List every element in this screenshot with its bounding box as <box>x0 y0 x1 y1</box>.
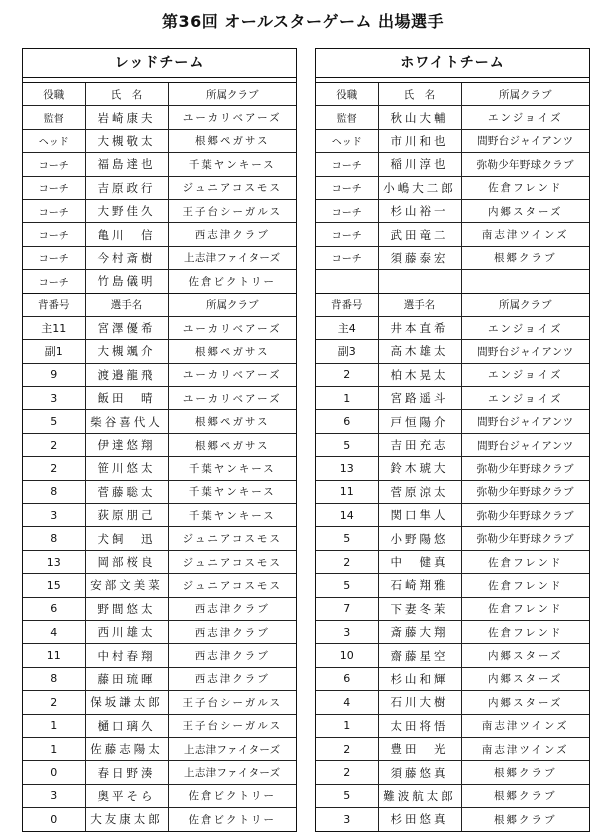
player-club: 根郷クラブ <box>461 784 589 807</box>
column-header: 選手名 <box>378 294 461 317</box>
staff-name: 武田竜二 <box>378 223 461 246</box>
player-club: ジュニアコスモス <box>168 527 296 550</box>
column-header: 選手名 <box>85 294 168 317</box>
player-name: 菅藤聡太 <box>85 480 168 503</box>
staff-name: 岩崎康夫 <box>85 106 168 129</box>
player-number: 6 <box>316 667 378 690</box>
player-club: 南志津ツインズ <box>461 714 589 737</box>
table-row <box>23 480 296 503</box>
player-club: 南志津ツインズ <box>461 737 589 760</box>
table-row <box>316 340 589 363</box>
table-row <box>316 504 589 527</box>
table-row <box>23 784 296 807</box>
player-number: 3 <box>316 808 378 831</box>
player-name: 鈴木琥大 <box>378 457 461 480</box>
player-name: 渡邉龍飛 <box>85 363 168 386</box>
column-header: 所属クラブ <box>461 294 589 317</box>
staff-name: 吉原政行 <box>85 176 168 199</box>
column-header: 所属クラブ <box>168 294 296 317</box>
player-number: 1 <box>23 714 85 737</box>
player-name: 宮路遥斗 <box>378 387 461 410</box>
player-club: ジュニアコスモス <box>168 574 296 597</box>
staff-name: 大野佳久 <box>85 199 168 222</box>
player-club: 佐倉フレンド <box>461 620 589 643</box>
player-number: 8 <box>23 480 85 503</box>
staff-role: コーチ <box>316 176 378 199</box>
player-name: 笹川悠太 <box>85 457 168 480</box>
staff-club: 千葉ヤンキース <box>168 153 296 176</box>
staff-role: コーチ <box>23 246 85 269</box>
player-name: 春日野湊 <box>85 761 168 784</box>
table-row <box>23 644 296 667</box>
table-row <box>23 270 296 293</box>
table-row <box>316 316 589 339</box>
player-club: 根郷ペガサス <box>168 340 296 363</box>
player-number: 5 <box>316 784 378 807</box>
staff-role <box>316 270 378 293</box>
table-row <box>23 457 296 480</box>
staff-role: コーチ <box>316 246 378 269</box>
player-name: 大友康太郎 <box>85 808 168 831</box>
player-number: 1 <box>316 714 378 737</box>
player-club: ジュニアコスモス <box>168 550 296 573</box>
table-header-row <box>23 83 296 106</box>
table-row <box>23 129 296 152</box>
table-row <box>316 761 589 784</box>
table-row <box>23 574 296 597</box>
staff-club: 佐倉ビクトリー <box>168 270 296 293</box>
staff-role: ヘッド <box>316 129 378 152</box>
staff-name: 竹島儀明 <box>85 270 168 293</box>
player-club: 佐倉フレンド <box>461 574 589 597</box>
player-club: エンジョイズ <box>461 363 589 386</box>
staff-name: 須藤泰宏 <box>378 246 461 269</box>
player-club: 上志津ファイターズ <box>168 761 296 784</box>
player-club: 佐倉フレンド <box>461 597 589 620</box>
table-row <box>316 410 589 433</box>
player-name: 野間悠太 <box>85 597 168 620</box>
player-name: 太田将悟 <box>378 714 461 737</box>
table-row <box>23 667 296 690</box>
player-number: 0 <box>23 761 85 784</box>
player-number: 8 <box>23 667 85 690</box>
player-club: 千葉ヤンキース <box>168 504 296 527</box>
table-row <box>23 714 296 737</box>
player-club: 根郷ペガサス <box>168 410 296 433</box>
player-name: 荻原朋己 <box>85 504 168 527</box>
player-name: 中村春翔 <box>85 644 168 667</box>
player-number: 5 <box>316 433 378 456</box>
staff-role: コーチ <box>23 153 85 176</box>
player-number: 7 <box>316 597 378 620</box>
table-row <box>23 363 296 386</box>
table-row <box>23 410 296 433</box>
player-club: エンジョイズ <box>461 316 589 339</box>
table-row <box>23 433 296 456</box>
staff-club: 弥勒少年野球クラブ <box>461 153 589 176</box>
table-header-row <box>316 83 589 106</box>
table-row <box>23 761 296 784</box>
staff-club: 上志津ファイターズ <box>168 246 296 269</box>
staff-role: コーチ <box>23 199 85 222</box>
player-name: 関口隼人 <box>378 504 461 527</box>
table-row <box>23 176 296 199</box>
page-title: 第36回 オールスターゲーム 出場選手 <box>161 12 445 31</box>
player-number: 11 <box>23 644 85 667</box>
player-club: 西志津クラブ <box>168 620 296 643</box>
player-club: 佐倉ビクトリー <box>168 784 296 807</box>
player-club: ユーカリベアーズ <box>168 363 296 386</box>
player-club: 王子台シーガルス <box>168 714 296 737</box>
player-club: 内郷スターズ <box>461 644 589 667</box>
player-name: 斎藤大翔 <box>378 620 461 643</box>
player-name: 奥平そら <box>85 784 168 807</box>
table-row <box>316 550 589 573</box>
staff-name: 福島達也 <box>85 153 168 176</box>
staff-club: 根郷ペガサス <box>168 129 296 152</box>
player-club: 西志津クラブ <box>168 644 296 667</box>
table-row <box>23 737 296 760</box>
player-name: 大槻颯介 <box>85 340 168 363</box>
player-name: 柴谷喜代人 <box>85 410 168 433</box>
player-club: ユーカリベアーズ <box>168 387 296 410</box>
player-number: 10 <box>316 644 378 667</box>
staff-club: ジュニアコスモス <box>168 176 296 199</box>
player-club: 王子台シーガルス <box>168 691 296 714</box>
staff-table <box>316 83 589 294</box>
table-row <box>316 737 589 760</box>
table-row <box>23 550 296 573</box>
players-table <box>23 294 296 831</box>
table-row <box>316 808 589 831</box>
player-number: 2 <box>316 761 378 784</box>
players-table <box>316 294 589 831</box>
staff-role: コーチ <box>316 153 378 176</box>
staff-name: 秋山大輔 <box>378 106 461 129</box>
player-name: 柏木晃太 <box>378 363 461 386</box>
table-row <box>316 176 589 199</box>
table-row <box>23 387 296 410</box>
player-name: 飯田 晴 <box>85 387 168 410</box>
player-number: 9 <box>23 363 85 386</box>
player-number: 主11 <box>23 316 85 339</box>
staff-club: ユーカリベアーズ <box>168 106 296 129</box>
player-name: 杉山和輝 <box>378 667 461 690</box>
column-header: 所属クラブ <box>168 83 296 106</box>
table-row <box>316 387 589 410</box>
table-row <box>23 199 296 222</box>
table-row <box>316 457 589 480</box>
player-club: 内郷スターズ <box>461 667 589 690</box>
table-row <box>316 620 589 643</box>
table-row <box>23 620 296 643</box>
player-number: 2 <box>316 363 378 386</box>
player-name: 難波航太郎 <box>378 784 461 807</box>
table-header-row <box>23 294 296 317</box>
player-club: 西志津クラブ <box>168 667 296 690</box>
staff-name <box>378 270 461 293</box>
player-name: 井本直希 <box>378 316 461 339</box>
player-name: 須藤悠真 <box>378 761 461 784</box>
player-club: 弥勒少年野球クラブ <box>461 457 589 480</box>
player-club: 根郷クラブ <box>461 808 589 831</box>
table-row <box>316 153 589 176</box>
staff-club: 佐倉フレンド <box>461 176 589 199</box>
player-number: 0 <box>23 808 85 831</box>
table-header-row <box>316 294 589 317</box>
player-number: 8 <box>23 527 85 550</box>
player-name: 齋藤星空 <box>378 644 461 667</box>
table-row <box>316 480 589 503</box>
player-name: 伊達悠翔 <box>85 433 168 456</box>
staff-club: 西志津クラブ <box>168 223 296 246</box>
player-number: 5 <box>23 410 85 433</box>
player-name: 石川大樹 <box>378 691 461 714</box>
player-number: 2 <box>23 691 85 714</box>
staff-name: 市川和也 <box>378 129 461 152</box>
table-row <box>23 808 296 831</box>
staff-club: 間野台ジャイアンツ <box>461 129 589 152</box>
table-row <box>316 363 589 386</box>
column-header: 氏 名 <box>85 83 168 106</box>
player-club: 弥勒少年野球クラブ <box>461 527 589 550</box>
player-name: 杉田悠真 <box>378 808 461 831</box>
staff-club: 王子台シーガルス <box>168 199 296 222</box>
table-row <box>316 527 589 550</box>
staff-role: 監督 <box>23 106 85 129</box>
player-number: 2 <box>316 550 378 573</box>
table-row <box>316 784 589 807</box>
staff-name: 亀川 信 <box>85 223 168 246</box>
column-header: 背番号 <box>23 294 85 317</box>
staff-role: コーチ <box>316 223 378 246</box>
player-number: 5 <box>316 527 378 550</box>
player-number: 11 <box>316 480 378 503</box>
player-name: 高木雄太 <box>378 340 461 363</box>
table-row <box>316 574 589 597</box>
player-number: 2 <box>23 433 85 456</box>
player-number: 13 <box>23 550 85 573</box>
player-number: 6 <box>316 410 378 433</box>
player-number: 主4 <box>316 316 378 339</box>
table-row <box>23 527 296 550</box>
player-name: 西川雄太 <box>85 620 168 643</box>
player-number: 14 <box>316 504 378 527</box>
staff-name: 小嶋大二郎 <box>378 176 461 199</box>
player-club: 上志津ファイターズ <box>168 737 296 760</box>
player-club: 千葉ヤンキース <box>168 457 296 480</box>
player-name: 石崎翔雅 <box>378 574 461 597</box>
player-club: 西志津クラブ <box>168 597 296 620</box>
player-name: 吉田充志 <box>378 433 461 456</box>
staff-table <box>23 83 296 294</box>
player-club: ユーカリベアーズ <box>168 316 296 339</box>
player-name: 下妻冬茉 <box>378 597 461 620</box>
table-row <box>316 246 589 269</box>
team-name: ホワイトチーム <box>316 49 589 78</box>
staff-role: 監督 <box>316 106 378 129</box>
column-header: 背番号 <box>316 294 378 317</box>
staff-name: 杉山裕一 <box>378 199 461 222</box>
staff-role: コーチ <box>23 223 85 246</box>
player-name: 樋口璃久 <box>85 714 168 737</box>
staff-club <box>461 270 589 293</box>
player-number: 4 <box>23 620 85 643</box>
player-club: エンジョイズ <box>461 387 589 410</box>
table-row <box>316 129 589 152</box>
player-club: 間野台ジャイアンツ <box>461 433 589 456</box>
staff-club: エンジョイズ <box>461 106 589 129</box>
player-number: 3 <box>23 387 85 410</box>
player-number: 6 <box>23 597 85 620</box>
table-row <box>316 199 589 222</box>
table-row <box>316 597 589 620</box>
player-number: 2 <box>23 457 85 480</box>
column-header: 所属クラブ <box>461 83 589 106</box>
table-row <box>316 667 589 690</box>
staff-name: 今村斎樹 <box>85 246 168 269</box>
player-name: 岡部桜良 <box>85 550 168 573</box>
table-row <box>316 106 589 129</box>
staff-name: 大槻敬太 <box>85 129 168 152</box>
player-name: 中 健真 <box>378 550 461 573</box>
player-number: 2 <box>316 737 378 760</box>
table-row <box>316 433 589 456</box>
table-row <box>316 223 589 246</box>
column-header: 氏 名 <box>378 83 461 106</box>
player-name: 佐藤志陽太 <box>85 737 168 760</box>
red-team-roster <box>22 48 297 832</box>
player-name: 戸恒陽介 <box>378 410 461 433</box>
player-name: 小野陽悠 <box>378 527 461 550</box>
staff-club: 南志津ツインズ <box>461 223 589 246</box>
player-club: 根郷ペガサス <box>168 433 296 456</box>
player-club: 間野台ジャイアンツ <box>461 410 589 433</box>
player-name: 保坂謙太郎 <box>85 691 168 714</box>
table-row <box>23 246 296 269</box>
table-row <box>23 691 296 714</box>
table-row <box>23 223 296 246</box>
column-header: 役職 <box>316 83 378 106</box>
player-name: 宮澤優希 <box>85 316 168 339</box>
staff-name: 稲川淳也 <box>378 153 461 176</box>
table-row <box>316 270 589 293</box>
table-row <box>316 691 589 714</box>
white-team-roster <box>315 48 590 832</box>
player-number: 3 <box>23 784 85 807</box>
player-name: 犬飼 迅 <box>85 527 168 550</box>
player-number: 副3 <box>316 340 378 363</box>
player-number: 1 <box>316 387 378 410</box>
table-row <box>23 504 296 527</box>
team-name: レッドチーム <box>23 49 296 78</box>
player-number: 1 <box>23 737 85 760</box>
staff-club: 根郷クラブ <box>461 246 589 269</box>
player-number: 3 <box>316 620 378 643</box>
table-row <box>316 714 589 737</box>
player-number: 5 <box>316 574 378 597</box>
staff-role: ヘッド <box>23 129 85 152</box>
staff-club: 内郷スターズ <box>461 199 589 222</box>
player-club: 弥勒少年野球クラブ <box>461 504 589 527</box>
table-row <box>23 597 296 620</box>
player-number: 3 <box>23 504 85 527</box>
player-club: 佐倉ビクトリー <box>168 808 296 831</box>
player-number: 13 <box>316 457 378 480</box>
player-name: 安部文美菜 <box>85 574 168 597</box>
staff-role: コーチ <box>316 199 378 222</box>
table-row <box>316 644 589 667</box>
player-club: 根郷クラブ <box>461 761 589 784</box>
table-row <box>23 316 296 339</box>
table-row <box>23 106 296 129</box>
player-number: 副1 <box>23 340 85 363</box>
column-header: 役職 <box>23 83 85 106</box>
player-name: 菅原涼太 <box>378 480 461 503</box>
player-name: 豊田 光 <box>378 737 461 760</box>
table-row <box>23 153 296 176</box>
player-number: 15 <box>23 574 85 597</box>
player-club: 内郷スターズ <box>461 691 589 714</box>
player-club: 佐倉フレンド <box>461 550 589 573</box>
table-row <box>23 340 296 363</box>
player-club: 間野台ジャイアンツ <box>461 340 589 363</box>
player-club: 千葉ヤンキース <box>168 480 296 503</box>
staff-role: コーチ <box>23 176 85 199</box>
player-club: 弥勒少年野球クラブ <box>461 480 589 503</box>
player-name: 藤田琉暉 <box>85 667 168 690</box>
staff-role: コーチ <box>23 270 85 293</box>
player-number: 4 <box>316 691 378 714</box>
